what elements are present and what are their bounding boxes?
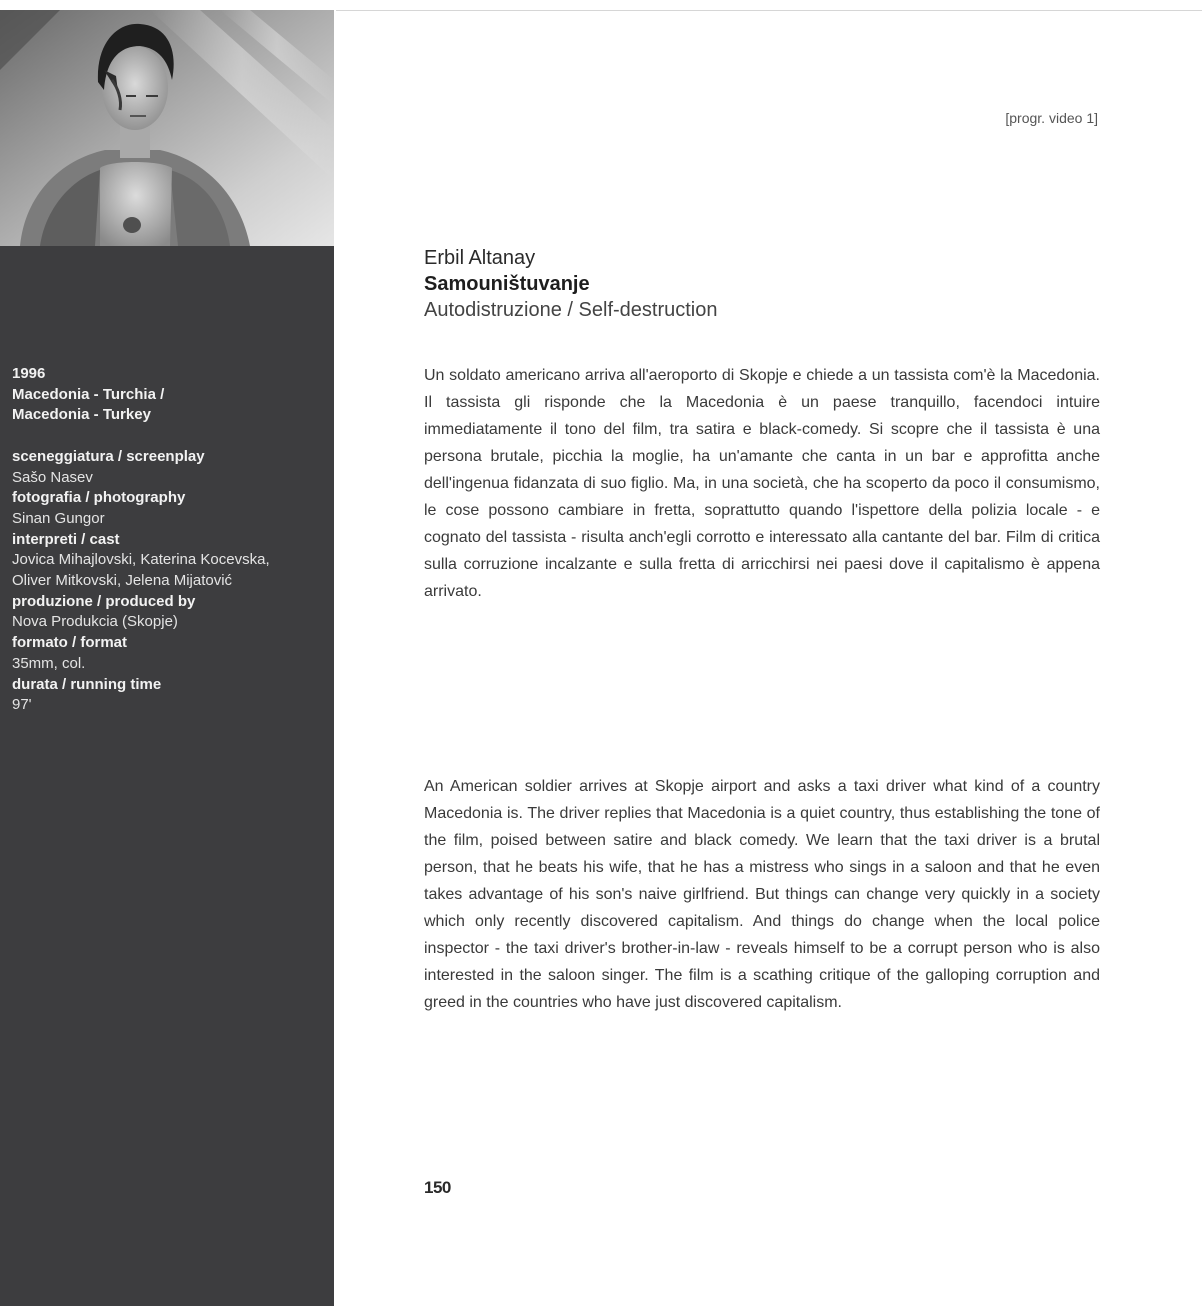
screenplay-value: Sašo Nasev [12, 468, 93, 486]
cast-value-line-1: Jovica Mihajlovski, Katerina Kocevska, [12, 551, 270, 569]
credit-country-line-2: Macedonia - Turkey [12, 406, 151, 424]
running-time-label: durata / running time [12, 675, 162, 693]
credits-list [12, 364, 322, 716]
credits-sidebar [0, 10, 334, 1306]
film-title: Samouništuvanje [424, 273, 590, 295]
produced-by-value: Nova Produkcia (Skopje) [12, 613, 178, 631]
film-subtitle: Autodistruzione / Self-destruction [424, 299, 718, 321]
screenplay-label: sceneggiatura / screenplay [12, 447, 205, 465]
produced-by-label: produzione / produced by [12, 592, 196, 610]
program-label: [progr. video 1] [1005, 110, 1098, 126]
credit-year: 1996 [12, 365, 46, 382]
running-time-value: 97' [12, 696, 32, 714]
credit-country-line-1: Macedonia - Turchia / [12, 385, 165, 403]
film-still-photo [0, 10, 334, 246]
film-heading [424, 245, 1104, 323]
cast-label: interpreti / cast [12, 530, 120, 548]
format-value: 35mm, col. [12, 654, 86, 672]
cast-value-line-2: Oliver Mitkovski, Jelena Mijatović [12, 572, 233, 590]
photography-label: fotografia / photography [12, 489, 186, 507]
photography-value: Sinan Gungor [12, 509, 105, 527]
director-name: Erbil Altanay [424, 247, 536, 269]
credit-spacer [12, 426, 322, 447]
top-rule [336, 10, 1202, 11]
synopsis-english: An American soldier arrives at Skopje airport and asks a taxi driver what kind of a country Macedonia is. The driver replies that Macedonia is a quiet country, thus establishing the tone of the film, poised between satire and black comedy. We learn that the taxi driver is a brutal person, that he beats his wife, that he has a mistress who sings in a saloon and that he even takes advantage of his son's naive girlfriend. But things can change very quickly in a society which only recently discovered capitalism. And things do change when the local police inspector - the taxi driver's brother-in-law - reveals himself to be a corrupt person who is also interested in the saloon singer. The film is a scathing critique of the galloping corruption and greed in the countries who have just discovered capitalism. [424, 778, 1100, 1011]
format-label: formato / format [12, 634, 128, 652]
synopsis-italian: Un soldato americano arriva all'aeroporto di Skopje e chiede a un tassista com'è la Macedonia. Il tassista gli risponde che la Macedonia è un paese tranquillo, facendoci intuire immediatamente il tono del film, tra satira e black-comedy. Si scopre che il tassista è una persona brutale, picchia la moglie, ha un'amante che canta in un bar e approfitta anche dell'ingenua fidanzata di suo figlio. Ma, in una società, che ha scoperto da poco il consumismo, le cose possono cambiare in fretta, soprattutto quando l'ispettore della polizia locale - e cognato del tassista - risulta anch'egli corrotto e interessato alla cantante del bar. Film di critica sulla corruzione incalzante e sulla fretta di arricchirsi nei paesi dove il capitalismo è appena arrivato. [424, 367, 1100, 600]
page-number: 150 [424, 1178, 451, 1197]
